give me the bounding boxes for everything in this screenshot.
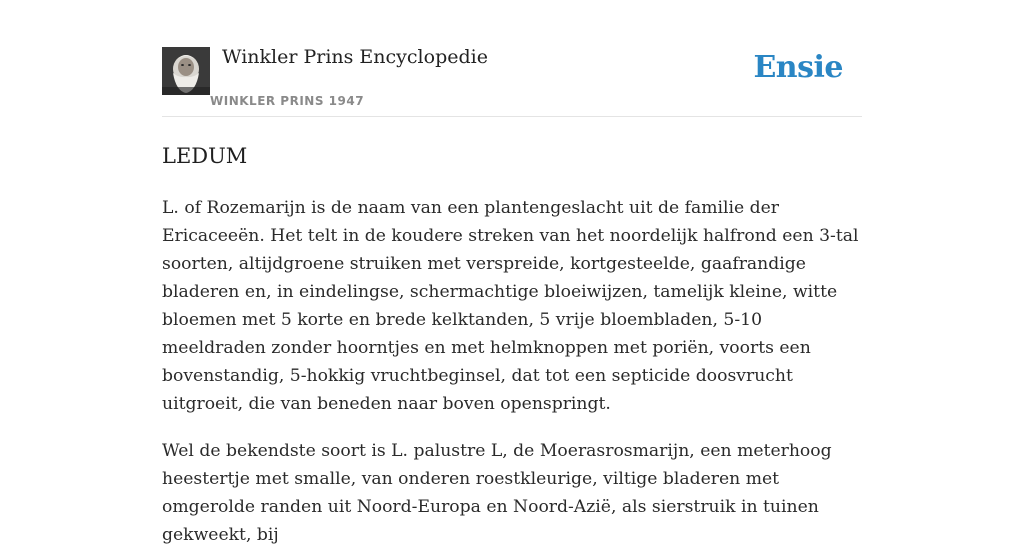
site-name[interactable]: Winkler Prins Encyclopedie [222, 46, 488, 68]
article-paragraph-1: L. of Rozemarijn is de naam van een plantengeslacht uit de familie der Ericaceeën. Het telt in de koudere streken van het noordelijk halfrond een 3-tal soorten, altijdgroene struiken met verspreide, kortgesteelde, gaafrandige bladeren en, in eindelingse, schermachtige bloeiwijzen, tamelijk kleine, witte bloemen met 5 korte en brede kelktanden, 5 vrije bloembladen, 5-10 meeldraden zonder hoorntjes en met helmknoppen met poriën, voorts een bovenstandig, 5-hokkig vruchtbeginsel, dat tot een septicide doosvrucht uitgroeit, die van beneden naar boven openspringt. [162, 198, 859, 414]
content-column [162, 0, 862, 549]
collection-label[interactable]: WINKLER PRINS 1947 [210, 94, 365, 108]
brand-logo[interactable]: Ensie [753, 50, 843, 85]
article-title: LEDUM [162, 144, 248, 168]
article-paragraph-2: Wel de bekendste soort is L. palustre L, de Moerasrosmarijn, een meterhoog heestertje met smalle, van onderen roestkleurige, viltige bladeren met omgerolde randen uit Noord-Europa en Noord-Azië, als sierstruik in tuinen gekweekt, bij [162, 441, 832, 545]
bearded-man-portrait-icon[interactable] [162, 47, 210, 95]
site-header [162, 0, 862, 117]
